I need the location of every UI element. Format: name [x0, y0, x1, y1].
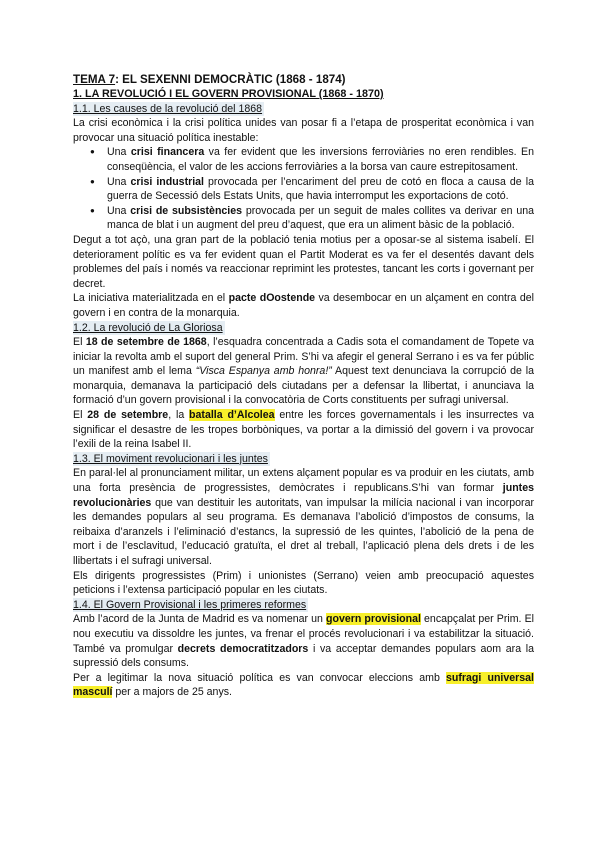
highlight-batalla: batalla d’Alcolea: [189, 409, 275, 422]
paragraph-legitimar: Per a legitimar la nova situació política es van convocar eleccions amb sufragi universal masculí per a majors de 25 anys.: [73, 671, 534, 699]
subheading-1-4: 1.4. El Govern Provisional i les primeres reformes: [73, 598, 307, 611]
highlight-masculi: masculí: [73, 686, 113, 699]
subheading-1-3: 1.3. El moviment revolucionari i les juntes: [73, 452, 268, 465]
paragraph-iniciativa: La iniciativa materialitzada en el pacte dOostende va desembocar en un alçament en contra del govern i en contra de la monarquia.: [73, 292, 535, 319]
list-item: ● Una crisi industrial provocada per l’encariment del preu de cotó en floca a causa de la guerra de Secessió dels Estats Units, que havia interromput les exportacions de cotó.: [107, 175, 534, 204]
highlight-govern: govern provisional: [326, 613, 421, 626]
subheading-1-1: 1.1. Les causes de la revolució del 1868: [73, 102, 263, 115]
title-rest: : EL SEXENNI DEMOCRÀTIC (1868 - 1874): [115, 73, 346, 86]
paragraph-juntes: En paral·lel al pronunciament militar, un extens alçament popular es va produir en les ciutats, amb una forta presència de progressistes, demòcrates i republicans.S’hi van formar juntes revolucionàries que van destituir les autoritats, van impulsar la milícia nacional i van incorporar les demandes populars al seu programa. Es demanava l’abolició d’impostos de consums, la reibaixa d’aranzels i l’eliminació d’estancs, la supressió de les quintes, l’abolició de la pena de mort i de l’esclavitud, l’educació gratuïta, el dret al treball, l’aplicació plena dels drets i de les llibertats i el sufragi universal.: [73, 467, 534, 567]
paragraph-degut: Degut a tot açò, una gran part de la població tenia motius per a oposar-se al sistema isabelí. El deteriorament polític es va fer evident quan el Partit Moderat es va fer el desentés davant dels problemes del país i només va reaccionar reprimint les protestes, tancant les corts i governant per decret.: [73, 233, 534, 290]
paragraph-18-setembre: El 18 de setembre de 1868, l’esquadra concentrada a Cadis sota el comandament de Topete va iniciar la revolta amb el suport del general Prim. S’hi va afegir el general Serrano i es va fer públic un manifest amb el lema “Visca Espanya amb honra!” Aquest text denunciava la corrupció de la monarquia, demanava la participació dels ciutadans per a defensar la llibertat, i anunciava la formació d’un govern provisional i la convocatòria de Corts constituents per sufragi universal.: [73, 336, 534, 407]
subheading-1-2: 1.2. La revolució de La Gloriosa: [73, 321, 223, 334]
paragraph-28-setembre: El 28 de setembre, la batalla d’Alcolea entre les forces governamentals i les insurrectes va significar el desastre de les tropes borbòniques, va portar a la dimissió del govern i va provocar l’exili de la reina Isabel II.: [73, 409, 534, 451]
section-heading-1: 1. LA REVOLUCIÓ I EL GOVERN PROVISIONAL (1868 - 1870): [73, 88, 384, 100]
paragraph-acord: Amb l’acord de la Junta de Madrid es va nomenar un govern provisional encapçalat per Prim. El nou executiu va dissoldre les juntes, va frenar el procés revolucionari i va estabilitzar la situació. També va promulgar decrets democratitzadors i va acceptar demandes populars aom ara la supressió dels consums.: [73, 613, 535, 670]
list-item: ● Una crisi financera va fer evident que les inversions ferroviàries no eren rendibles. En conseqüència, el valor de les accions ferroviàries a la borsa van caure estrepitosament.: [107, 145, 534, 174]
paragraph-dirigents: Els dirigents progressistes (Prim) i unionistes (Serrano) veien amb preocupació aquestes peticions i l’extensa participació popular en les ciutats.: [73, 569, 534, 597]
title-tema: TEMA 7: [73, 73, 116, 86]
list-item: ● Una crisi de subsistències provocada per un seguit de males collites va derivar en una manca de blat i un augment del preu d’aquest, que era un aliment bàsic de la població.: [107, 204, 534, 233]
paragraph-intro: La crisi econòmica i la crisi política unides van posar fi a l’etapa de prosperitat econòmica i van provocar una situació política inestable:: [73, 117, 534, 144]
document-title: [73, 72, 534, 87]
causes-list: [73, 145, 534, 233]
highlight-sufragi: sufragi universal: [446, 671, 534, 684]
